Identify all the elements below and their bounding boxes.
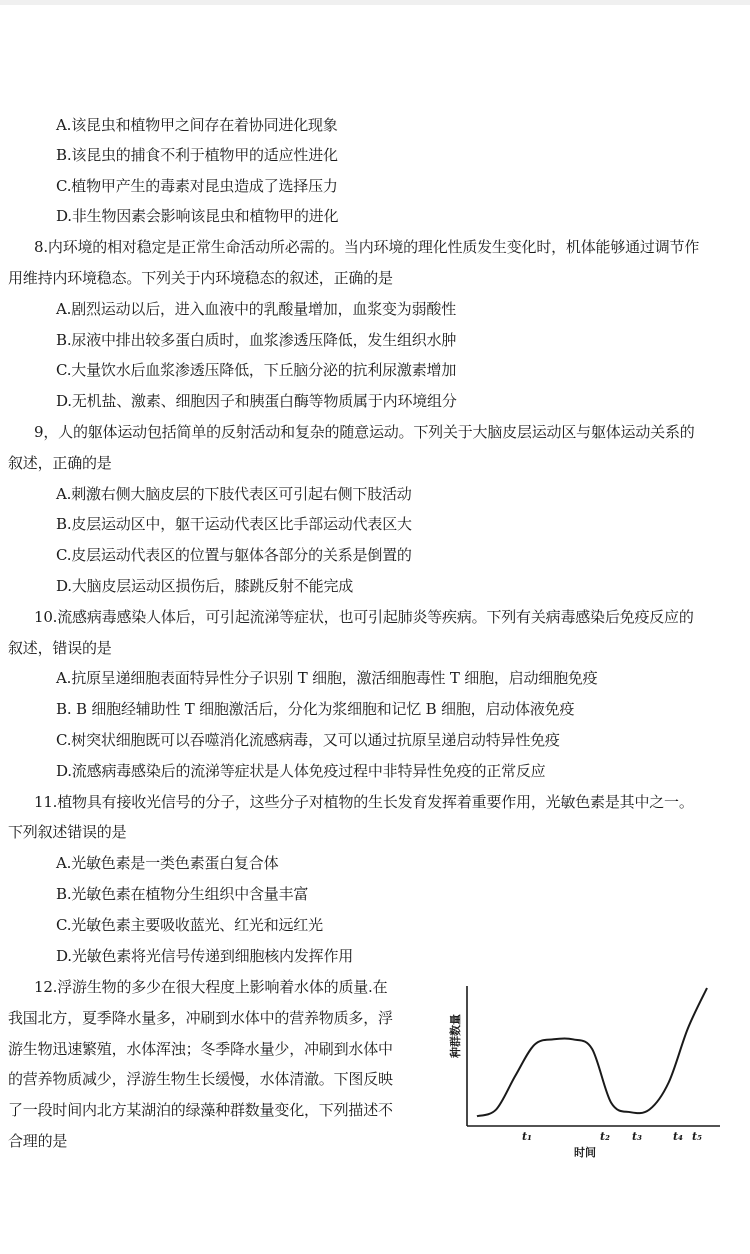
y-axis-label: 种群数量 (449, 1014, 462, 1058)
q11-option-c: C.光敏色素主要吸收蓝光、红光和远红光 (56, 916, 323, 934)
q9-option-a: A.刺激右侧大脑皮层的下肢代表区可引起右侧下肢活动 (56, 485, 412, 503)
population-curve (477, 988, 707, 1116)
q11-option-b: B.光敏色素在植物分生组织中含量丰富 (56, 885, 309, 903)
q12-stem-line2: 我国北方，夏季降水量多，冲刷到水体中的营养物质多，浮 (8, 1009, 393, 1027)
q10-option-a: A.抗原呈递细胞表面特异性分子识别 T 细胞，激活细胞毒性 T 细胞，启动细胞免疫 (56, 669, 598, 687)
q10-stem-line2: 叙述，错误的是 (8, 639, 112, 657)
tick-label-3: t₃ (632, 1130, 642, 1143)
q10-option-c: C.树突状细胞既可以吞噬消化流感病毒，又可以通过抗原呈递启动特异性免疫 (56, 731, 560, 749)
q8-option-d: D.无机盐、激素、细胞因子和胰蛋白酶等物质属于内环境组分 (56, 392, 457, 410)
q9-stem-line1: 9，人的躯体运动包括简单的反射活动和复杂的随意运动。下列关于大脑皮层运动区与躯体运动关系的 (34, 423, 695, 441)
q7-option-c: C.植物甲产生的毒素对昆虫造成了选择压力 (56, 177, 338, 195)
q12-stem-line4: 的营养物质减少，浮游生物生长缓慢，水体清澈。下图反映 (8, 1070, 393, 1088)
q7-option-b: B.该昆虫的捕食不利于植物甲的适应性进化 (56, 146, 338, 164)
q9-option-b: B.皮层运动区中，躯干运动代表区比手部运动代表区大 (56, 515, 412, 533)
tick-label-group (522, 1130, 702, 1143)
q8-stem-line1: 8.内环境的相对稳定是正常生命活动所必需的。当内环境的理化性质发生变化时，机体能够通过调节作 (34, 238, 700, 256)
q8-option-a: A.剧烈运动以后，进入血液中的乳酸量增加，血浆变为弱酸性 (56, 300, 457, 318)
q9-stem-line2: 叙述，正确的是 (8, 454, 112, 472)
q10-option-d: D.流感病毒感染后的流涕等症状是人体免疫过程中非特异性免疫的正常反应 (56, 762, 546, 780)
tick-label-4: t₄ (673, 1130, 683, 1143)
q9-option-d: D.大脑皮层运动区损伤后，膝跳反射不能完成 (56, 577, 354, 595)
top-bar (0, 0, 750, 5)
q11-option-a: A.光敏色素是一类色素蛋白复合体 (56, 854, 279, 872)
tick-label-2: t₂ (600, 1130, 610, 1143)
q12-stem-line3: 游生物迅速繁殖，水体浑浊；冬季降水量少，冲刷到水体中 (8, 1040, 393, 1058)
q12-stem-line6: 合理的是 (8, 1132, 68, 1150)
q8-option-b: B.尿液中排出较多蛋白质时，血浆渗透压降低，发生组织水肿 (56, 331, 457, 349)
q7-option-d: D.非生物因素会影响该昆虫和植物甲的进化 (56, 207, 339, 225)
tick-label-1: t₁ (522, 1130, 532, 1143)
q10-option-b: B. B 细胞经辅助性 T 细胞激活后，分化为浆细胞和记忆 B 细胞，启动体液免疫 (56, 700, 575, 718)
x-axis-label: 时间 (574, 1146, 596, 1159)
q10-stem-line1: 10.流感病毒感染人体后，可引起流涕等症状，也可引起肺炎等疾病。下列有关病毒感染后免疫反应的 (34, 608, 694, 626)
tick-label-5: t₅ (692, 1130, 702, 1143)
q8-stem-line2: 用维持内环境稳态。下列关于内环境稳态的叙述，正确的是 (8, 269, 393, 287)
q11-option-d: D.光敏色素将光信号传递到细胞核内发挥作用 (56, 947, 354, 965)
population-graph (449, 978, 745, 1173)
q9-option-c: C.皮层运动代表区的位置与躯体各部分的关系是倒置的 (56, 546, 412, 564)
q12-stem-line5: 了一段时间内北方某湖泊的绿藻种群数量变化，下列描述不 (8, 1101, 393, 1119)
q12-stem-line1: 12.浮游生物的多少在很大程度上影响着水体的质量.在 (34, 978, 388, 996)
q8-option-c: C.大量饮水后血浆渗透压降低，下丘脑分泌的抗利尿激素增加 (56, 361, 457, 379)
q11-stem-line1: 11.植物具有接收光信号的分子，这些分子对植物的生长发育发挥着重要作用，光敏色素是其中之一。 (34, 793, 694, 811)
q11-stem-line2: 下列叙述错误的是 (8, 823, 127, 841)
q7-option-a: A.该昆虫和植物甲之间存在着协同进化现象 (56, 116, 338, 134)
